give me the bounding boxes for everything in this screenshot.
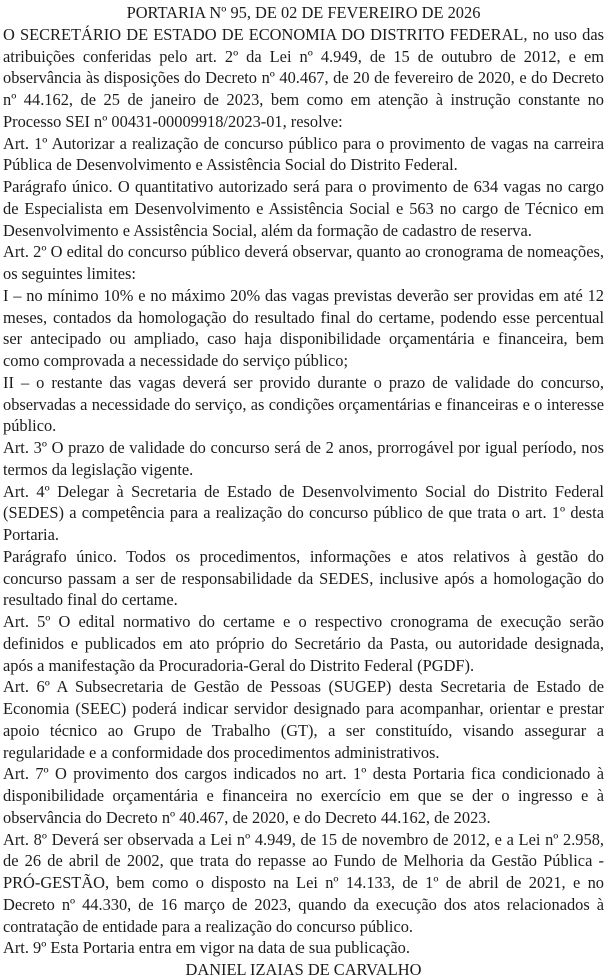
article-3: Art. 3º O prazo de validade do concurso será de 2 anos, prorrogável por igual período, nos termos da legislação vigente.: [3, 438, 604, 479]
article-9: Art. 9º Esta Portaria entra em vigor na data de sua publicação.: [3, 938, 410, 958]
article-7: Art. 7º O provimento dos cargos indicados no art. 1º desta Portaria fica condicionado à disponibilidade orçamentária e financeira no exercício em que se der o ingresso e à observância do Decreto nº 40.467, de 2020, e do Decreto 44.162, de 2023.: [3, 764, 604, 827]
article-4-paragrafo-unico: Parágrafo único. Todos os procedimentos, informações e atos relativos à gestão do concurso passam a ser de responsabilidade da SEDES, inclusive após a homologação do resultado final do certame.: [3, 546, 604, 610]
signature-name: DANIEL IZAIAS DE CARVALHO: [185, 960, 422, 977]
article-2: Art. 2º O edital do concurso público deverá observar, quanto ao cronograma de nomeações, os seguintes limites:: [3, 242, 604, 283]
document-title: PORTARIA Nº 95, DE 02 DE FEVEREIRO DE 2026: [126, 3, 481, 22]
article-2-item-i: I – no mínimo 10% e no máximo 20% das vagas previstas deverão ser providas em até 12 meses, contados da homologação do resultado final do certame, podendo esse percentual ser antecipado ou ampliado, caso haja disponibilidade orçamentária e financeira, bem como comprovada a necessidade do serviço público;: [3, 285, 604, 370]
article-6: Art. 6º A Subsecretaria de Gestão de Pessoas (SUGEP) desta Secretaria de Estado de Economia (SEEC) poderá indicar servidor designado para acompanhar, orientar e prestar apoio técnico ao Grupo de Trabalho (GT), a ser constituído, visando assegurar a regularidade e a conformidade dos procedimentos administrativos.: [3, 677, 604, 762]
article-4: Art. 4º Delegar à Secretaria de Estado de Desenvolvimento Social do Distrito Federal (SEDES) a competência para a realização do concurso público de que trata o art. 1º desta Portaria.: [3, 481, 604, 544]
article-1-paragrafo-unico: Parágrafo único. O quantitativo autorizado será para o provimento de 634 vagas no cargo de Especialista em Desenvolvimento e Assistência Social e 563 no cargo de Técnico em Desenvolvimento e Assistência Social, além da formação de cadastro de reserva.: [3, 177, 604, 240]
article-5: Art. 5º O edital normativo do certame e o respectivo cronograma de execução serão definidos e publicados em ato próprio do Secretário da Pasta, ou autoridade designada, após a manifestação da Procuradoria-Geral do Distrito Federal (PGDF).: [3, 612, 604, 675]
article-1: Art. 1º Autorizar a realização de concurso público para o provimento de vagas na carreira Pública de Desenvolvimento e Assistência Social do Distrito Federal.: [3, 133, 604, 175]
article-8: Art. 8º Deverá ser observada a Lei nº 4.949, de 15 de novembro de 2012, e a Lei nº 2.958, de 26 de abril de 2002, que trata do repasse ao Fundo de Melhoria da Gestão Pública - PRÓ-GESTÃO, bem como o disposto na Lei nº 14.133, de 1º de abril de 2021, e no Decreto nº 44.330, de 16 março de 2023, quando da execução dos atos relacionados à contratação de entidade para a realização do concurso público.: [3, 829, 604, 936]
article-2-item-ii: II – o restante das vagas deverá ser provido durante o prazo de validade do concurso, observadas a necessidade do serviço, as condições orçamentárias e financeiras e o interesse público.: [3, 372, 604, 436]
preamble-paragraph: O SECRETÁRIO DE ESTADO DE ECONOMIA DO DISTRITO FEDERAL, no uso das atribuições conferidas pelo art. 2º da Lei nº 4.949, de 15 de outubro de 2012, e em observância às disposições do Decreto nº 40.467, de 20 de fevereiro de 2020, e do Decreto nº 44.162, de 25 de janeiro de 2023, bem como em atenção à instrução constante no Processo SEI nº 00431-00009918/2023-01, resolve:: [3, 24, 604, 131]
